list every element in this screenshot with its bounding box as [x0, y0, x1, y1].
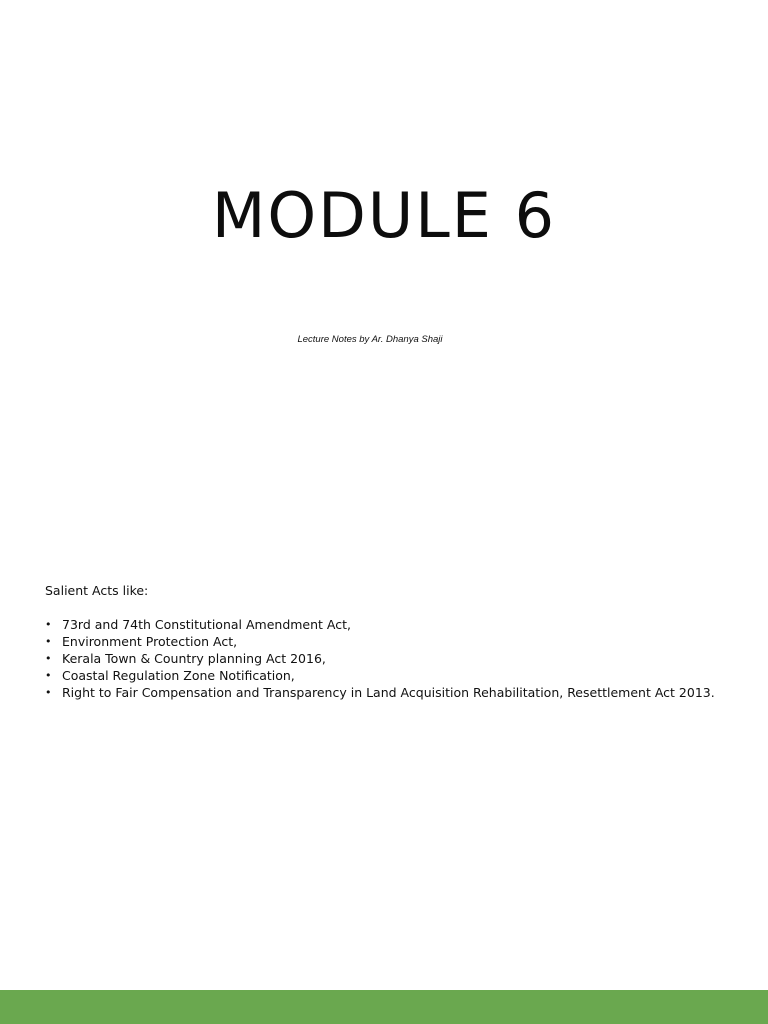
- bullet-icon: •: [45, 686, 52, 699]
- bullet-icon: •: [45, 635, 52, 648]
- lecture-notes-credit: Lecture Notes by Ar. Dhanya Shaji: [297, 334, 443, 345]
- bullet-icon: •: [45, 652, 52, 665]
- list-item: [45, 667, 760, 684]
- module-title: MODULE 6: [211, 179, 557, 252]
- list-item: [45, 616, 760, 633]
- act-label: Right to Fair Compensation and Transparency in Land Acquisition Rehabilitation, Resettlement Act 2013.: [62, 685, 715, 700]
- act-label: Coastal Regulation Zone Notification,: [62, 668, 295, 683]
- bullet-icon: •: [45, 669, 52, 682]
- act-label: 73rd and 74th Constitutional Amendment Act,: [62, 617, 352, 632]
- bullet-icon: •: [45, 618, 52, 631]
- act-label: Environment Protection Act,: [62, 634, 238, 649]
- acts-list: [45, 616, 760, 701]
- acts-intro-text: Salient Acts like:: [45, 583, 149, 598]
- list-item: [45, 633, 760, 650]
- act-label: Kerala Town & Country planning Act 2016,: [62, 651, 326, 666]
- green-footer-band: [0, 990, 768, 1024]
- slide-body: [45, 582, 760, 701]
- list-item: [45, 684, 760, 701]
- list-item: [45, 650, 760, 667]
